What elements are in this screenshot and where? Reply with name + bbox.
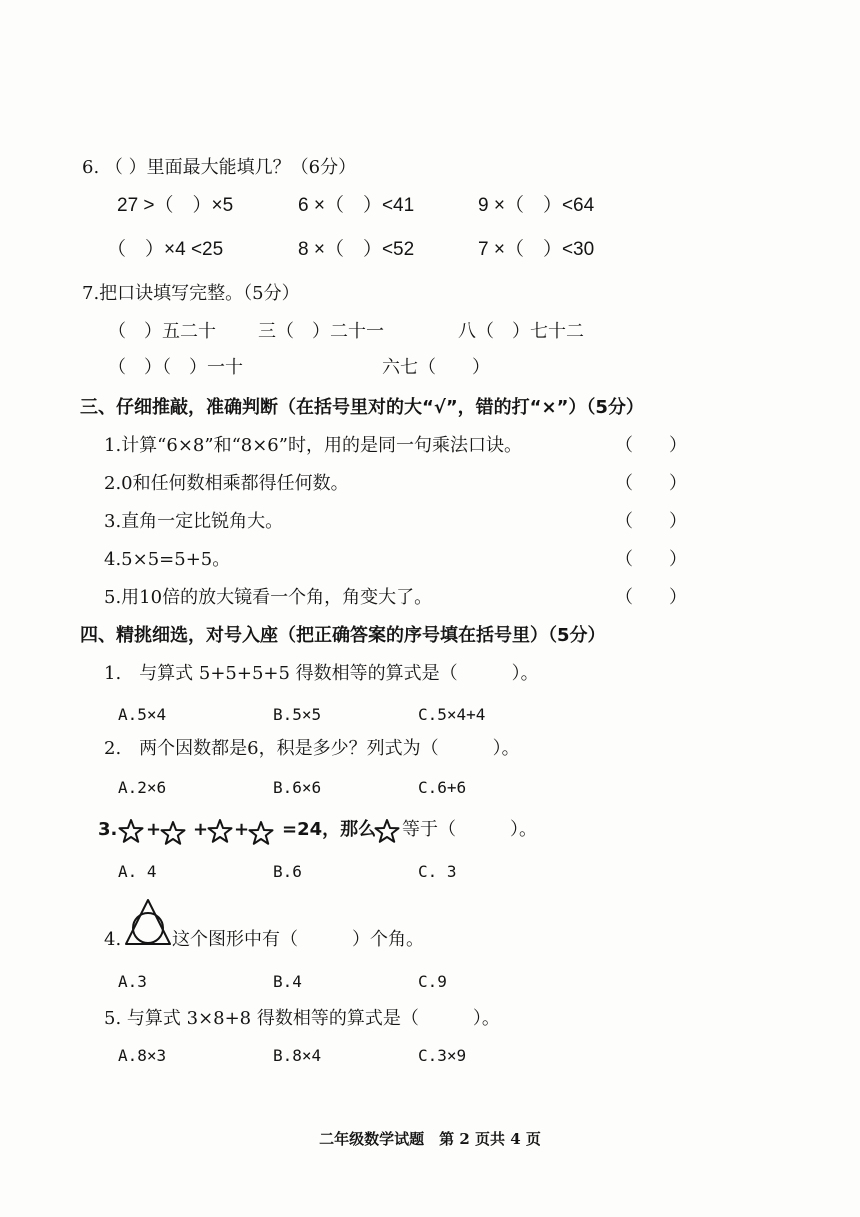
triangle-circle-figure: [124, 898, 172, 948]
q6-r2-c2: 8 ×（ ）<52: [298, 239, 415, 260]
sec4-q5-text: 5. 与算式 3×8+8 得数相等的算式是（ ）。: [104, 1008, 500, 1029]
sec3-answer-5[interactable]: （ ）: [615, 587, 687, 608]
sec3-item-4: 4.5×5=5+5。: [104, 549, 231, 570]
sec4-q3-plus-2: +: [193, 819, 209, 840]
sec3-answer-2[interactable]: （ ）: [615, 473, 687, 494]
q7-r1-c2: 三（ ）二十一: [258, 321, 384, 342]
q6-title: 6. （ ）里面最大能填几？（6分）: [82, 157, 357, 178]
q6-r1-c3: 9 ×（ ）<64: [478, 195, 595, 216]
sec3-title: 三、仔细推敲，准确判断（在括号里对的大“√”，错的打“×”）（5分）: [80, 397, 644, 418]
sec4-q4-number: 4.: [104, 929, 122, 950]
q7-title: 7.把口诀填写完整。（5分）: [82, 283, 300, 304]
sec4-q2-option-a[interactable]: A.2×6: [118, 778, 167, 797]
sec4-q3-plus-1: +: [146, 819, 162, 840]
sec4-q5-option-b[interactable]: B.8×4: [273, 1046, 322, 1065]
sec3-answer-3[interactable]: （ ）: [615, 511, 687, 532]
sec4-q1-option-b[interactable]: B.5×5: [273, 705, 322, 724]
sec4-q2-option-b[interactable]: B.6×6: [273, 778, 322, 797]
page-footer: 二年级数学试题 第 2 页共 4 页: [319, 1130, 541, 1148]
sec4-q3-tail: 等于（ ）。: [402, 819, 537, 840]
q6-r2-c1: （ ）×4 <25: [107, 239, 224, 260]
sec3-item-1: 1.计算“6×8”和“8×6”时，用的是同一句乘法口诀。: [104, 435, 522, 456]
star-icon: [374, 818, 400, 844]
sec3-item-5: 5.用10倍的放大镜看一个角，角变大了。: [104, 587, 433, 608]
q7-r2-c1: （ ）（ ）一十: [108, 357, 243, 378]
q7-r2-c2: 六七（ ）: [382, 357, 490, 378]
sec4-q2-option-c[interactable]: C.6+6: [418, 778, 467, 797]
sec4-q4-text: 这个图形中有（ ）个角。: [172, 929, 424, 950]
sec3-item-2: 2.0和任何数相乘都得任何数。: [104, 473, 349, 494]
star-icon: [160, 820, 186, 846]
sec4-q3-option-b[interactable]: B.6: [273, 862, 302, 881]
sec4-q3-option-c[interactable]: C. 3: [418, 862, 457, 881]
sec4-q4-option-a[interactable]: A.3: [118, 972, 147, 991]
q7-r1-c3: 八（ ）七十二: [458, 321, 584, 342]
sec4-q5-option-c[interactable]: C.3×9: [418, 1046, 467, 1065]
star-icon: [118, 818, 144, 844]
sec4-q4-option-c[interactable]: C.9: [418, 972, 447, 991]
star-icon: [248, 820, 274, 846]
sec4-q3-plus-3: +: [234, 819, 250, 840]
sec4-q2-text: 2. 两个因数都是6，积是多少？列式为（ ）。: [104, 738, 520, 759]
sec3-answer-4[interactable]: （ ）: [615, 549, 687, 570]
sec4-q1-option-a[interactable]: A.5×4: [118, 705, 167, 724]
sec4-q4-option-b[interactable]: B.4: [273, 972, 302, 991]
sec3-item-3: 3.直角一定比锐角大。: [104, 511, 284, 532]
sec4-q3-equation: =24，那么: [282, 819, 377, 840]
sec4-q1-text: 1. 与算式 5+5+5+5 得数相等的算式是（ ）。: [104, 663, 539, 684]
q6-r1-c1: 27 >（ ）×5: [117, 195, 234, 216]
star-icon: [207, 818, 233, 844]
q7-r1-c1: （ ）五二十: [108, 321, 216, 342]
sec4-q3-number: 3.: [98, 819, 118, 840]
sec4-title: 四、精挑细选，对号入座（把正确答案的序号填在括号里）（5分）: [80, 625, 606, 646]
q6-r2-c3: 7 ×（ ）<30: [478, 239, 595, 260]
sec4-q5-option-a[interactable]: A.8×3: [118, 1046, 167, 1065]
sec3-answer-1[interactable]: （ ）: [615, 435, 687, 456]
q6-r1-c2: 6 ×（ ）<41: [298, 195, 415, 216]
sec4-q1-option-c[interactable]: C.5×4+4: [418, 705, 486, 724]
sec4-q3-option-a[interactable]: A. 4: [118, 862, 157, 881]
